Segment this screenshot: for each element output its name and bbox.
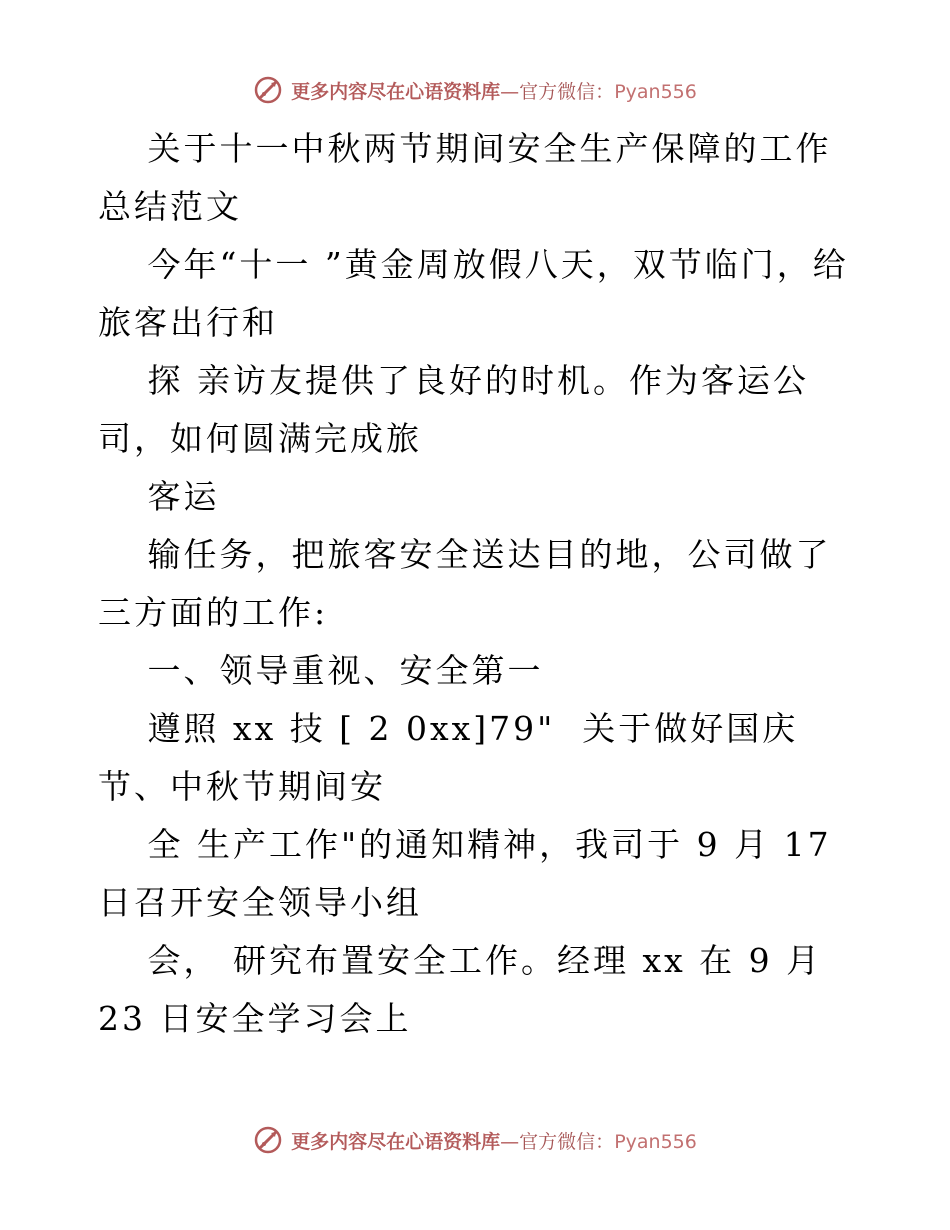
paragraph-title: 关于十一中秋两节期间安全生产保障的工作总结范文 bbox=[98, 129, 832, 226]
banner-main-text: 更多内容尽在心语资料库 bbox=[291, 80, 501, 103]
paragraph: 今年“十一 ”黄金周放假八天，双节临门，给旅客出行和 bbox=[98, 245, 849, 342]
header-banner bbox=[0, 70, 950, 110]
paragraph: 客运 bbox=[98, 477, 220, 516]
section-heading: 一、领导重视、安全第一 bbox=[98, 651, 544, 690]
banner-main-text: 更多内容尽在心语资料库 bbox=[291, 1130, 501, 1153]
banner-dash: — bbox=[500, 1130, 520, 1153]
banner-text bbox=[291, 1127, 697, 1154]
banner-wechat-id: Pyan556 bbox=[614, 1130, 697, 1153]
banner-wechat-id: Pyan556 bbox=[614, 80, 697, 103]
banner-wechat-label: 官方微信： bbox=[519, 1130, 615, 1153]
paragraph: 全 生产工作"的通知精神，我司于 9 月 17 日召开安全领导小组 bbox=[98, 825, 846, 922]
banner-wechat-label: 官方微信： bbox=[519, 80, 615, 103]
banner-text bbox=[291, 77, 697, 104]
paragraph: 输任务，把旅客安全送达目的地，公司做了三方面的工作: bbox=[98, 535, 832, 632]
banner-dash: — bbox=[500, 80, 520, 103]
document-body bbox=[98, 120, 858, 1048]
footer-banner bbox=[0, 1120, 950, 1160]
paragraph: 探 亲访友提供了良好的时机。作为客运公司，如何圆满完成旅 bbox=[98, 361, 809, 458]
quill-logo-icon bbox=[253, 1125, 283, 1155]
quill-logo-icon bbox=[253, 75, 283, 105]
paragraph: 遵照 xx 技 [ 2 0xx]79" 关于做好国庆节、中秋节期间安 bbox=[98, 709, 799, 806]
paragraph: 会， 研究布置安全工作。经理 xx 在 9 月 23 日安全学习会上 bbox=[98, 941, 836, 1038]
